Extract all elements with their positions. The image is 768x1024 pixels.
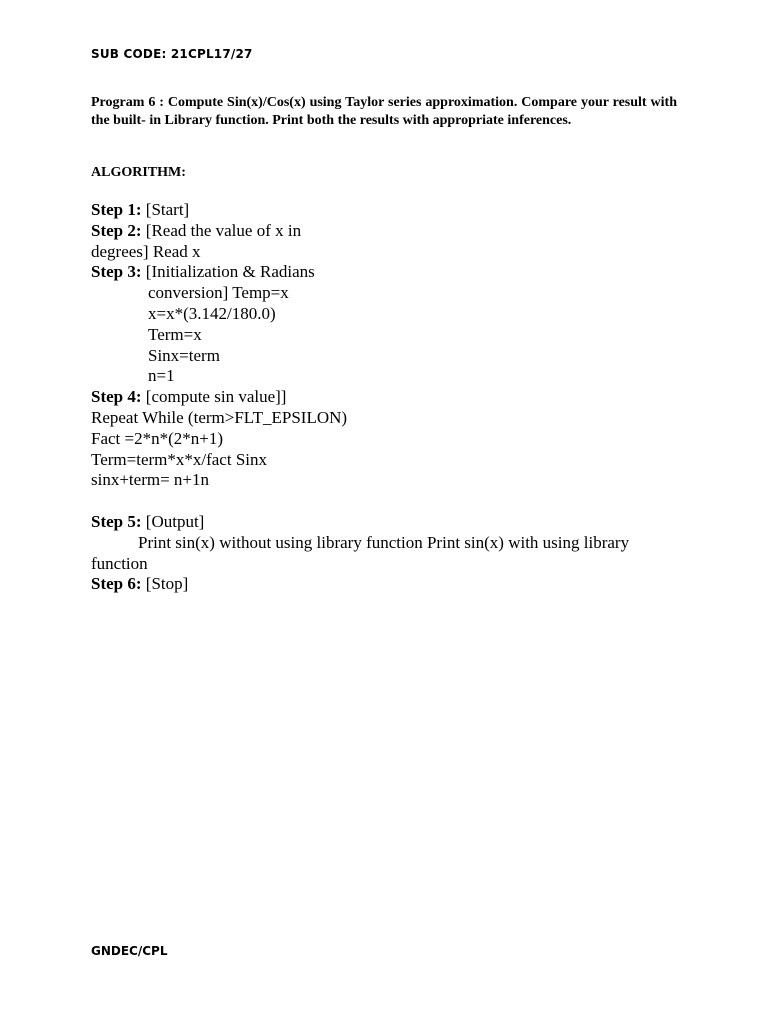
step-2-continuation: degrees] Read x (91, 241, 201, 261)
step-2 (91, 221, 681, 242)
step-3-label: Step 3: (91, 262, 142, 282)
step-5-detail: Print sin(x) without using library function Print sin(x) with using library function (91, 532, 630, 573)
step-1 (91, 200, 681, 221)
step-4 (91, 387, 681, 408)
step-6-text: [Stop] (141, 574, 189, 594)
step-4-label: Step 4: (91, 387, 142, 407)
step-4-line: Fact =2*n*(2*n+1) (91, 428, 224, 448)
step-3-line: x=x*(3.142/180.0) (148, 303, 276, 323)
step-1-text: [Start] (141, 200, 190, 219)
step-5 (91, 512, 681, 533)
step-4-text: [compute sin value]] (141, 387, 287, 407)
step-5-label: Step 5: (91, 511, 142, 531)
step-3 (91, 262, 681, 283)
step-6-label: Step 6: (91, 574, 142, 594)
step-2-text: [Read the value of x in (141, 220, 302, 240)
problem-statement: Program 6 : Compute Sin(x)/Cos(x) using Taylor series approximation. Compare your result with the built- in Library function. Print both the results with appropriate inferences. (91, 95, 677, 128)
step-3-line: Sinx=term (148, 345, 220, 365)
step-3-text: [Initialization & Radians (141, 262, 315, 282)
step-4-line: sinx+term= n+1n (91, 470, 210, 490)
step-5-text: [Output] (141, 511, 205, 531)
sub-code-header: SUB CODE: 21CPL17/27 (91, 47, 253, 61)
step-4-line: Repeat While (term>FLT_EPSILON) (91, 407, 348, 427)
step-3-line: n=1 (148, 366, 175, 386)
step-4-line: Term=term*x*x/fact Sinx (91, 449, 267, 469)
step-3-line: conversion] Temp=x (148, 283, 289, 303)
spacer (91, 491, 681, 512)
step-6 (91, 574, 681, 595)
algorithm-steps (91, 200, 681, 595)
step-3-line: Term=x (148, 324, 202, 344)
algorithm-heading: ALGORITHM: (91, 165, 186, 180)
step-2-label: Step 2: (91, 220, 142, 240)
step-1-label: Step 1: (91, 200, 142, 219)
footer-text: GNDEC/CPL (91, 944, 168, 958)
